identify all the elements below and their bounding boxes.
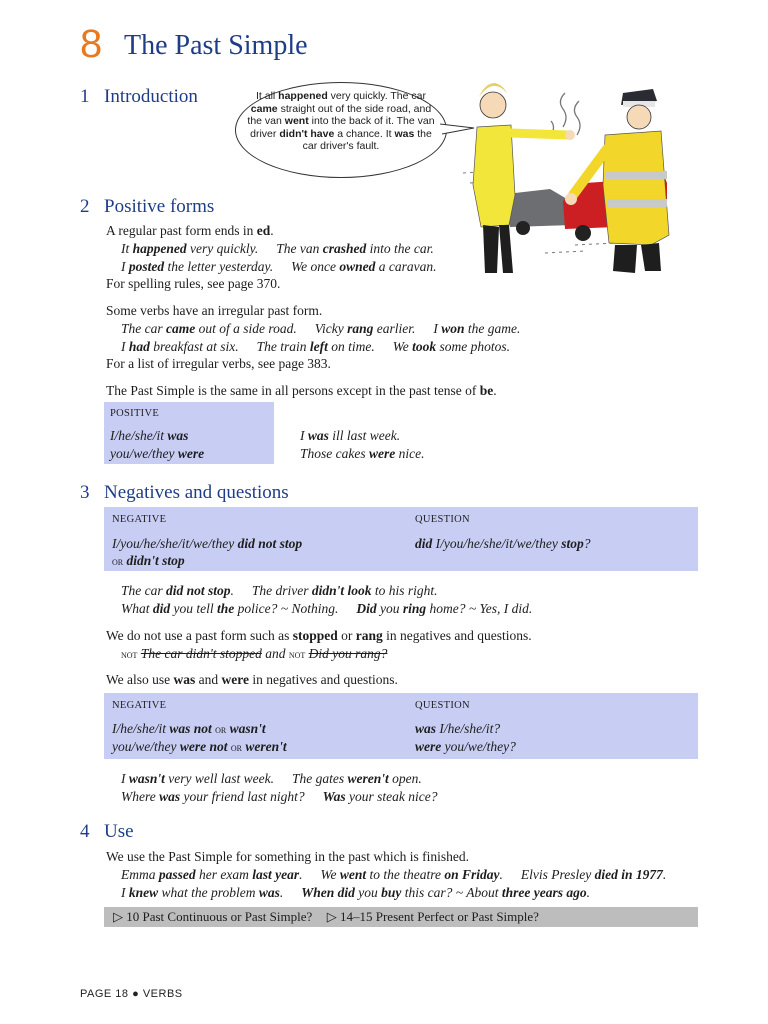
bullet-icon: ● [132, 988, 140, 1000]
negative-row: you/we/they were not or weren't [112, 739, 287, 754]
section-title: Use [104, 821, 134, 842]
positive-example: Those cakes were nice. [300, 446, 425, 461]
example-line: The car did not stop. The driver didn't look to his right. [121, 583, 438, 598]
example-line: I wasn't very well last week. The gates weren't open. [121, 771, 422, 786]
section-1-heading [80, 86, 198, 108]
section-4-heading [80, 821, 134, 843]
question-row: was I/he/she/it? [415, 721, 501, 736]
section-title: Negatives and questions [104, 482, 289, 503]
section-number: 3 [80, 482, 90, 503]
example-line: I knew what the problem was. When did you buy this car? ~ About three years ago. [121, 885, 590, 900]
negative-row: or didn't stop [112, 553, 185, 568]
section-3-heading [80, 482, 289, 504]
section-2-heading [80, 196, 214, 218]
cross-reference-bar [104, 907, 698, 927]
use-intro: We use the Past Simple for something in the past which is finished. [106, 849, 469, 864]
xref-link[interactable]: 10 Past Continuous or Past Simple? [126, 909, 313, 924]
example-line: It happened very quickly. The van crashed into the car. [121, 241, 434, 256]
section-number: 4 [80, 821, 90, 842]
section-title: Positive forms [104, 196, 215, 217]
accident-illustration [455, 75, 680, 275]
positive-row: you/we/they were [110, 446, 205, 461]
speech-text: It all happened very quickly. The car came straight out of the side road, and the van went into the back of it. The van driver didn't have a chance. It was the car driver's fault. [247, 90, 435, 152]
unit-number: 8 [80, 22, 103, 66]
positive-example: I was ill last week. [300, 428, 401, 443]
be-note: The Past Simple is the same in all persons except in the past tense of be. [106, 383, 497, 398]
page-number: PAGE 18 [80, 988, 129, 1000]
example-line: The car came out of a side road. Vicky rang earlier. I won the game. [121, 321, 521, 336]
footer-section: VERBS [142, 988, 183, 1000]
page-footer [80, 988, 183, 1000]
question-label: QUESTION [415, 700, 470, 711]
xref-link[interactable]: 14–15 Present Perfect or Past Simple? [339, 909, 539, 924]
example-line: I had breakfast at six. The train left on time. We took some photos. [121, 339, 511, 354]
negative-row: I/you/he/she/it/we/they did not stop [112, 536, 303, 551]
irregular-intro: Some verbs have an irregular past form. [106, 303, 323, 318]
example-line: Emma passed her exam last year. We went to the theatre on Friday. Elvis Presley died in 1977. [121, 867, 667, 882]
negative-label: NEGATIVE [112, 514, 167, 525]
section-number: 1 [80, 86, 90, 107]
example-line: I posted the letter yesterday. We once owned a caravan. [121, 259, 437, 274]
question-row: were you/we/they? [415, 739, 516, 754]
past-form-note: We do not use a past form such as stopped or rang in negatives and questions. [106, 628, 532, 643]
spelling-note: For spelling rules, see page 370. [106, 276, 281, 291]
incorrect-forms: not The car didn't stopped and not Did you rang? [121, 646, 388, 661]
positive-label: POSITIVE [110, 408, 160, 419]
irregular-list-note: For a list of irregular verbs, see page 383. [106, 356, 331, 371]
section-title: Introduction [104, 86, 198, 107]
negative-row: I/he/she/it was not or wasn't [112, 721, 266, 736]
triangle-right-icon: ▷ [113, 909, 123, 924]
regular-intro: A regular past form ends in ed. [106, 223, 274, 238]
example-line: Where was your friend last night? Was your steak nice? [121, 789, 438, 804]
section-number: 2 [80, 196, 90, 217]
positive-row: I/he/she/it was [110, 428, 189, 443]
was-were-note: We also use was and were in negatives and questions. [106, 672, 398, 687]
example-line: What did you tell the police? ~ Nothing. Did you ring home? ~ Yes, I did. [121, 601, 533, 616]
question-label: QUESTION [415, 514, 470, 525]
question-row: did I/you/he/she/it/we/they stop? [415, 536, 591, 551]
triangle-right-icon: ▷ [326, 909, 337, 924]
negative-label: NEGATIVE [112, 700, 167, 711]
unit-title: The Past Simple [124, 30, 308, 61]
